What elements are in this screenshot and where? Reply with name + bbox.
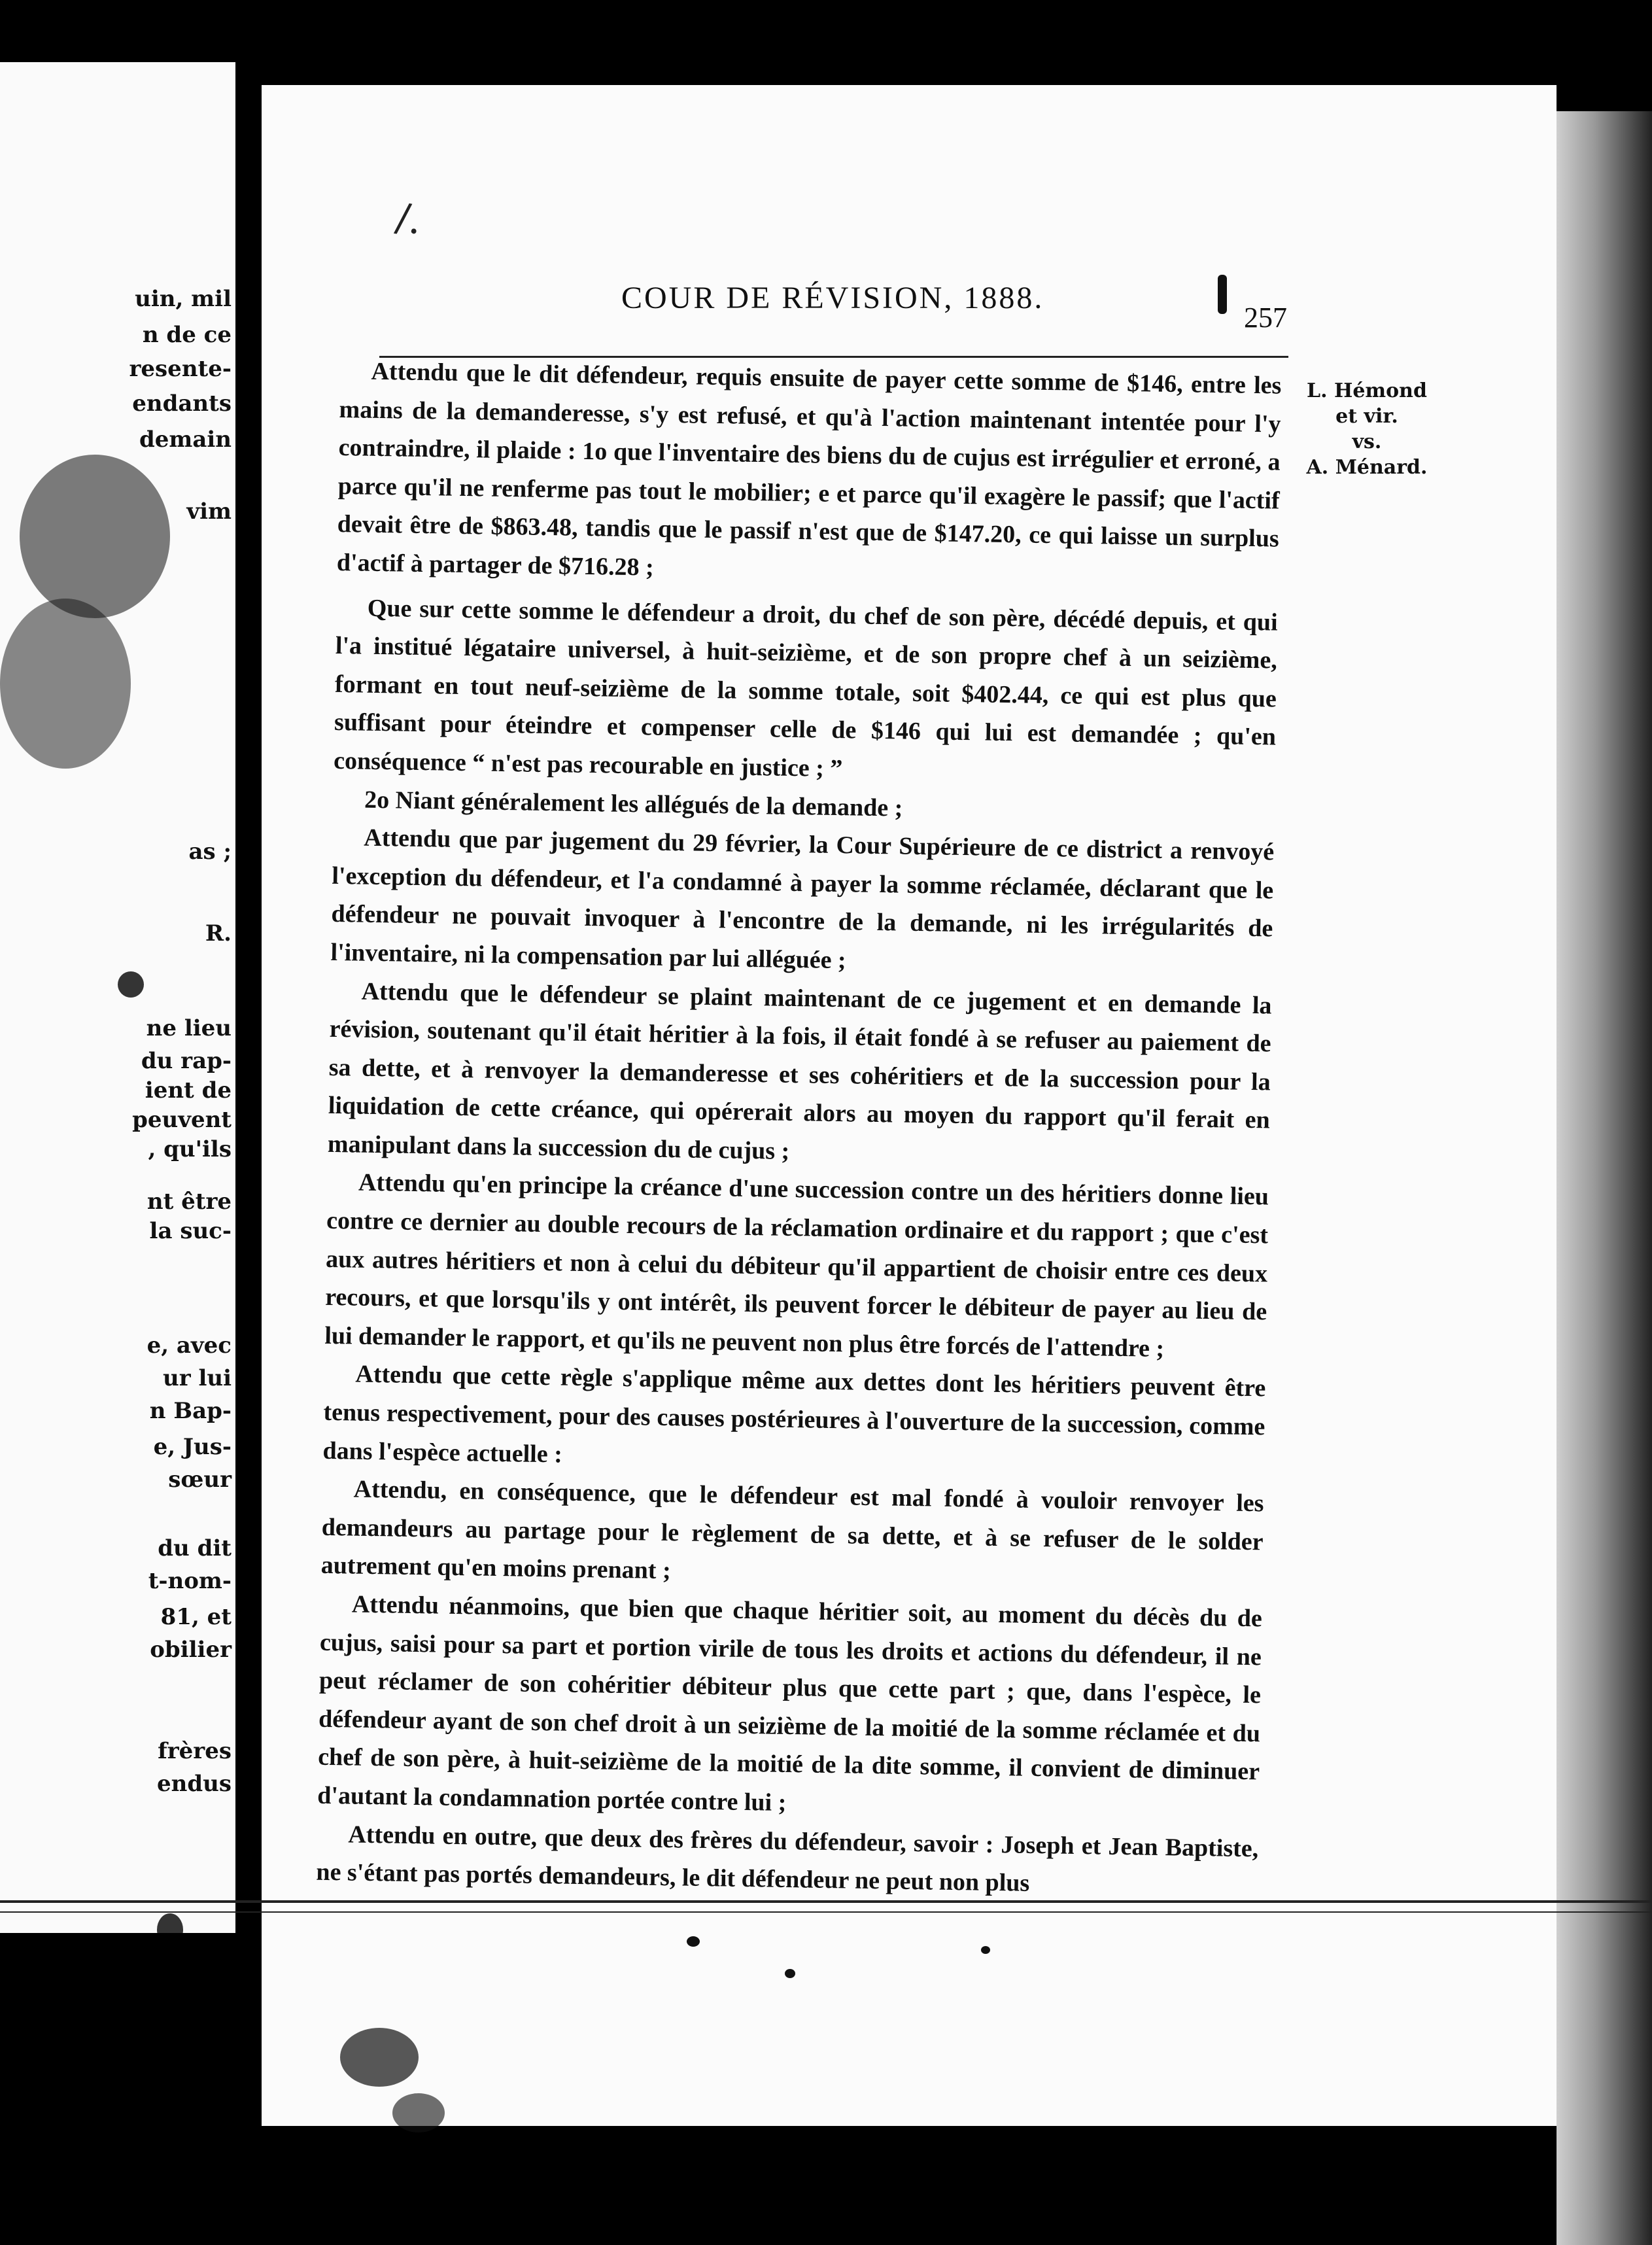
- ink-stain: [0, 599, 131, 769]
- bottom-rule: [0, 1900, 1652, 1903]
- left-page-fragment: obilier: [150, 1637, 232, 1663]
- left-page-fragment: la suc-: [149, 1218, 232, 1244]
- left-page-fragment: ur lui: [162, 1365, 232, 1391]
- paragraph: Attendu qu'en principe la créance d'une succession contre un des héritiers donne lieu contre ce dernier au double recours de la réclamation ordinaire et du rapport ; que c'est aux autres héritiers et non à celui du débiteur qu'il appartient de choisir entre ces deux recours, et que lorsqu'ils y ont intérêt, ils peuvent forcer le débiteur de payer au lieu de lui demander le rapport, et qu'ils ne peuvent non plus être forcés de l'attendre ;: [324, 1169, 1269, 1363]
- left-page-fragment: R.: [205, 920, 232, 947]
- pencil-mark: /.: [392, 194, 426, 244]
- paragraph: Attendu que le défendeur se plaint maintenant de ce jugement et en demande la révision, soutenant qu'il était héritier à la fois, il était fondé à se refuser au paiement de sa dette, et à renvoyer la demanderesse et ses cohéritiers et de la succession pour la liquidation de cette créance, qui opérerait alors au moyen du rapport qu'il ferait en manipulant dans la succession du de cujus ;: [327, 977, 1272, 1165]
- left-page-fragment: ne lieu: [146, 1015, 232, 1041]
- left-page-fragment: ient de: [145, 1077, 232, 1104]
- paragraph: Que sur cette somme le défendeur a droit, du chef de son père, décédé depuis, et qui l'a institué légataire universel, à huit-seizième, et de son propre chef à un seizième, formant en tout neuf-seizième de la somme totale, soit $402.44, ce qui est plus que suffisant pour éteindre et compenser celle de $146 qui lui est demandée ; qu'en conséquence “ n'est pas recourable en justice ; ”: [333, 594, 1279, 783]
- left-page-fragment: e, avec: [146, 1332, 232, 1359]
- left-page-fragment: resente-: [129, 356, 232, 382]
- case-margin-note: [1301, 378, 1432, 480]
- left-page-fragment: endus: [157, 1771, 232, 1797]
- ink-speck: [340, 2028, 419, 2087]
- ink-stain: [118, 971, 144, 998]
- left-page-fragment: , qu'ils: [148, 1136, 232, 1162]
- ink-stain: [157, 1913, 183, 1933]
- paragraph: Attendu que par jugement du 29 février, la Cour Supérieure de ce district a renvoyé l'exception du défendeur, et l'a condamné à payer la somme réclamée, déclarant que le défendeur ne pouvait invoquer à l'encontre de la demande, ni les irrégularités de l'inventaire, ni la compensation par lui alléguée ;: [330, 824, 1275, 975]
- left-page-fragment: uin, mil: [135, 286, 232, 312]
- left-page-fragment: t-nom-: [148, 1568, 232, 1594]
- margin-note-line: vs.: [1352, 430, 1382, 453]
- bottom-rule: [0, 1911, 1652, 1913]
- ink-speck: [392, 2093, 445, 2132]
- ink-speck: [785, 1969, 795, 1978]
- left-page-fragment: n de ce: [142, 322, 232, 348]
- paragraph: Attendu, en conséquence, que le défendeur est mal fondé à vouloir renvoyer les demandeurs au partage pour le règlement de sa dette, et à se refuser de le solder autrement qu'en moins prenant ;: [320, 1475, 1264, 1585]
- paragraph: Attendu néanmoins, que bien que chaque héritier soit, au moment du décès du de cujus, saisi pour sa part et portion virile de tous les droits et actions du défendeur, il ne peut réclamer de son cohéritier débiteur plus que cette part ; que, dans l'espèce, le défendeur ayant de son chef droit à un seizième de la moitié de la somme réclamée et du chef de son père, à huit-seizième de la moitié de la dite somme, il convient de diminuer d'autant la condamnation portée contre lui ;: [317, 1590, 1263, 1817]
- paragraph: Attendu que le dit défendeur, requis ensuite de payer cette somme de $146, entre les mains de la demanderesse, s'y est refusé, et qu'à l'action maintenant intentée pour l'y contraindre, il plaide : 1o que l'inventaire des biens du de cujus est irrégulier et erroné, a parce qu'il ne renferme pas tout le mobilier; e et parce qu'il exagère le passif; que l'actif devait être de $863.48, tandis que le passif n'est que de $147.20, ce qui laisse un surplus d'actif à partager de $716.28 ;: [336, 357, 1282, 582]
- left-facing-page: [0, 62, 235, 1933]
- left-page-fragment: du rap-: [141, 1048, 232, 1074]
- margin-note-line: L. Hémond: [1307, 379, 1427, 402]
- left-page-fragment: vim: [186, 498, 232, 525]
- left-page-fragment: du dit: [158, 1535, 232, 1561]
- paragraph: Attendu en outre, que deux des frères du défendeur, savoir : Joseph et Jean Baptiste, ne s'étant pas portés demandeurs, le dit défendeur ne peut non plus: [316, 1820, 1259, 1898]
- margin-note-line: et vir.: [1335, 405, 1398, 428]
- running-head: COUR DE RÉVISION, 1888.: [621, 281, 1044, 315]
- ink-stain: [20, 455, 170, 618]
- ink-speck: [687, 1936, 700, 1947]
- page-edge-shadow: [1557, 111, 1652, 2245]
- left-page-fragment: n Bap-: [149, 1398, 232, 1424]
- left-page-fragment: as ;: [188, 839, 232, 865]
- ink-speck: [1218, 275, 1227, 314]
- left-page-fragment: nt être: [146, 1189, 232, 1215]
- ink-speck: [981, 1946, 990, 1954]
- body-text: [316, 352, 1282, 1906]
- left-page-fragment: frères: [158, 1738, 232, 1764]
- paragraph: 2o Niant généralement les allégués de la demande ;: [364, 786, 903, 822]
- left-page-fragment: endants: [132, 391, 232, 417]
- left-page-fragment: demain: [139, 426, 232, 453]
- paragraph: Attendu que cette règle s'applique même aux dettes dont les héritiers peuvent être tenus respectivement, pour des causes postérieures à l'ouverture de la succession, comme dans l'espèce actuelle :: [322, 1361, 1266, 1469]
- left-page-fragment: peuvent: [132, 1107, 232, 1133]
- left-page-fragment: 81, et: [160, 1604, 232, 1630]
- margin-note-line: A. Ménard.: [1306, 456, 1428, 479]
- page-number: 257: [1244, 302, 1287, 334]
- left-page-fragment: sœur: [168, 1467, 232, 1493]
- left-page-fragment: e, Jus-: [153, 1434, 232, 1460]
